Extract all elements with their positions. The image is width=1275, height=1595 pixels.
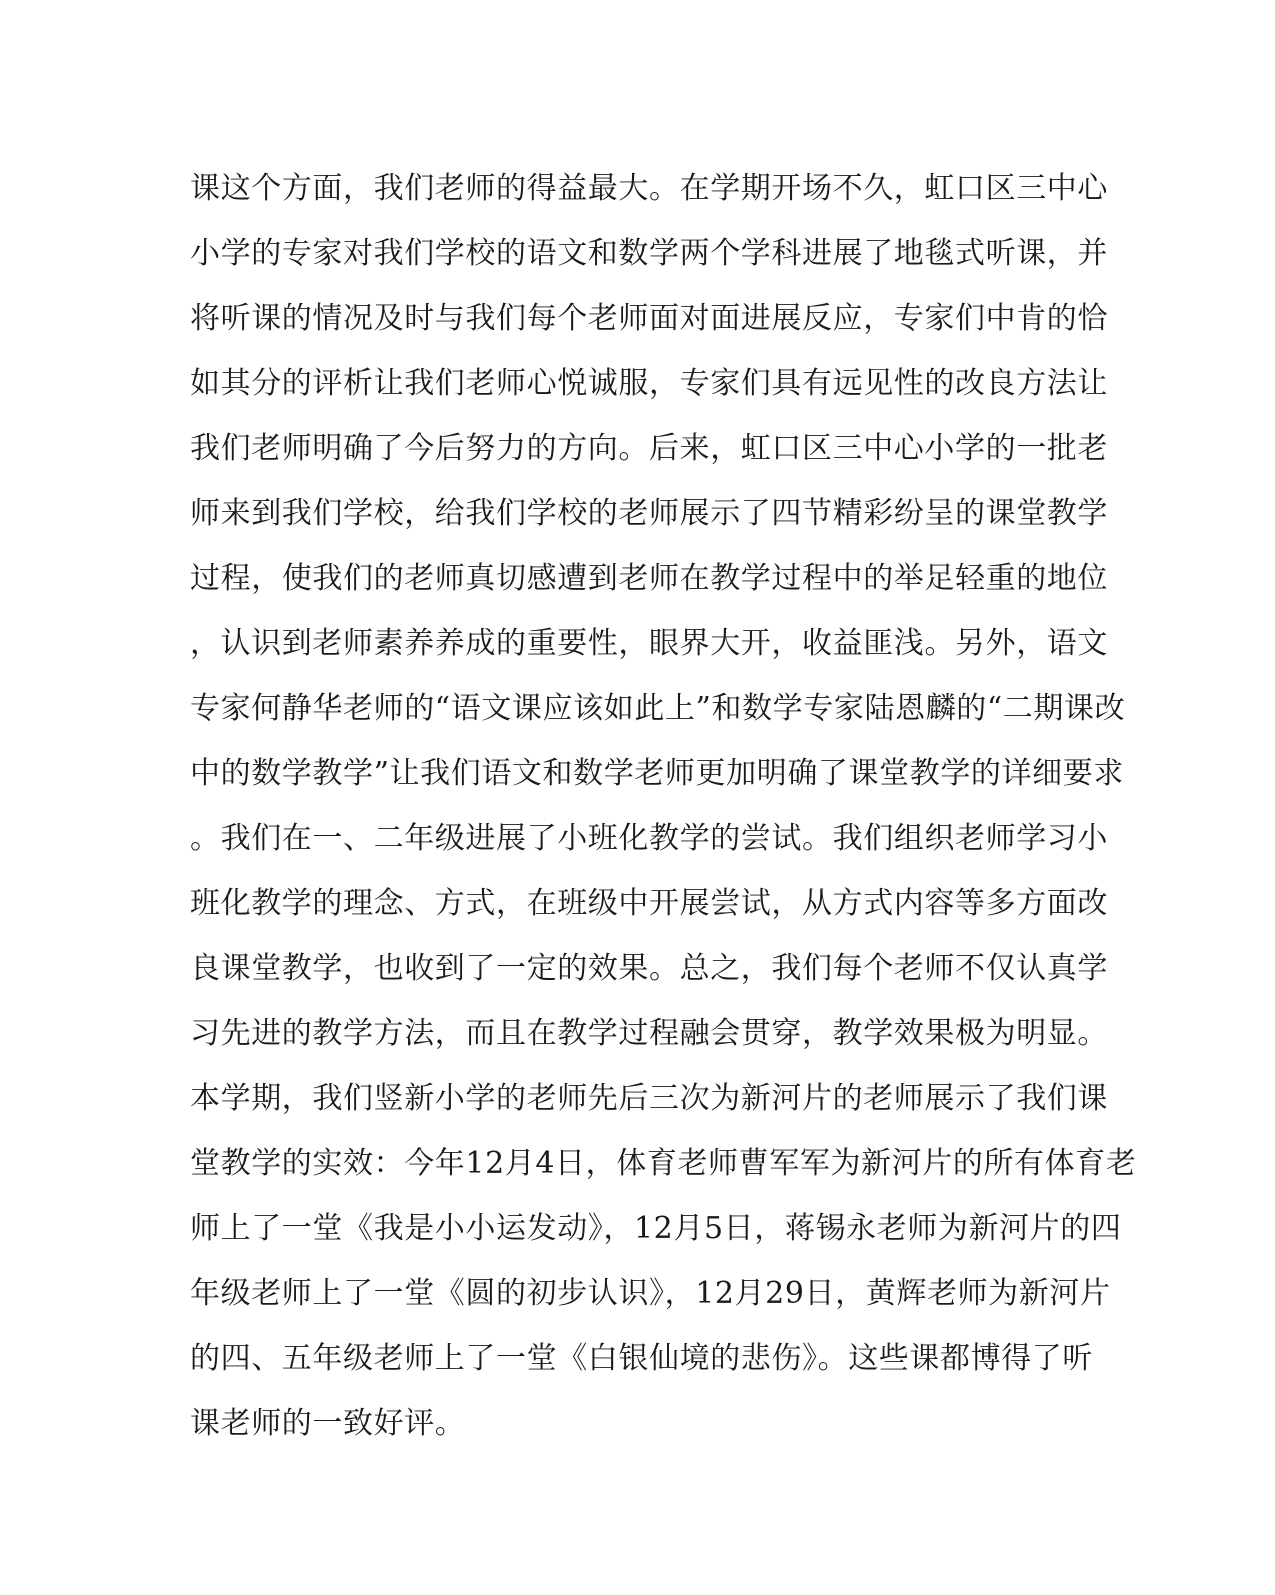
text-line: 我们老师明确了今后努力的方向。后来，虹口区三中心小学的一批老 — [190, 431, 1108, 466]
text-line: 。我们在一、二年级进展了小班化教学的尝试。我们组织老师学习小 — [190, 821, 1108, 856]
text-line: 班化教学的理念、方式，在班级中开展尝试，从方式内容等多方面改 — [190, 886, 1108, 921]
text-line: ，认识到老师素养养成的重要性，眼界大开，收益匪浅。另外，语文 — [190, 626, 1108, 661]
text-line: 小学的专家对我们学校的语文和数学两个学科进展了地毯式听课，并 — [190, 236, 1108, 271]
text-line: 堂教学的实效：今年12月4日，体育老师曹军军为新河片的所有体育老 — [190, 1146, 1137, 1181]
body-text — [190, 156, 1137, 1456]
text-line: 中的数学教学”让我们语文和数学老师更加明确了课堂教学的详细要求 — [190, 756, 1124, 791]
text-line: 专家何静华老师的“语文课应该如此上”和数学专家陆恩麟的“二期课改 — [190, 691, 1126, 726]
text-line: 课这个方面，我们老师的得益最大。在学期开场不久，虹口区三中心 — [190, 171, 1108, 206]
text-line: 良课堂教学，也收到了一定的效果。总之，我们每个老师不仅认真学 — [190, 951, 1108, 986]
text-line: 的四、五年级老师上了一堂《白银仙境的悲伤》。这些课都博得了听 — [190, 1341, 1093, 1376]
text-line: 习先进的教学方法，而且在教学过程融会贯穿，教学效果极为明显。 — [190, 1016, 1108, 1051]
text-line: 师上了一堂《我是小小运发动》，12月5日，蒋锡永老师为新河片的四 — [190, 1211, 1122, 1246]
text-line: 将听课的情况及时与我们每个老师面对面进展反应，专家们中肯的恰 — [190, 301, 1108, 336]
text-line: 过程，使我们的老师真切感遭到老师在教学过程中的举足轻重的地位 — [190, 561, 1108, 596]
text-line: 课老师的一致好评。 — [190, 1406, 466, 1441]
text-line: 年级老师上了一堂《圆的初步认识》，12月29日，黄辉老师为新河片 — [190, 1276, 1111, 1311]
text-line: 师来到我们学校，给我们学校的老师展示了四节精彩纷呈的课堂教学 — [190, 496, 1108, 531]
text-line: 如其分的评析让我们老师心悦诚服，专家们具有远见性的改良方法让 — [190, 366, 1108, 401]
text-line: 本学期，我们竖新小学的老师先后三次为新河片的老师展示了我们课 — [190, 1081, 1108, 1116]
